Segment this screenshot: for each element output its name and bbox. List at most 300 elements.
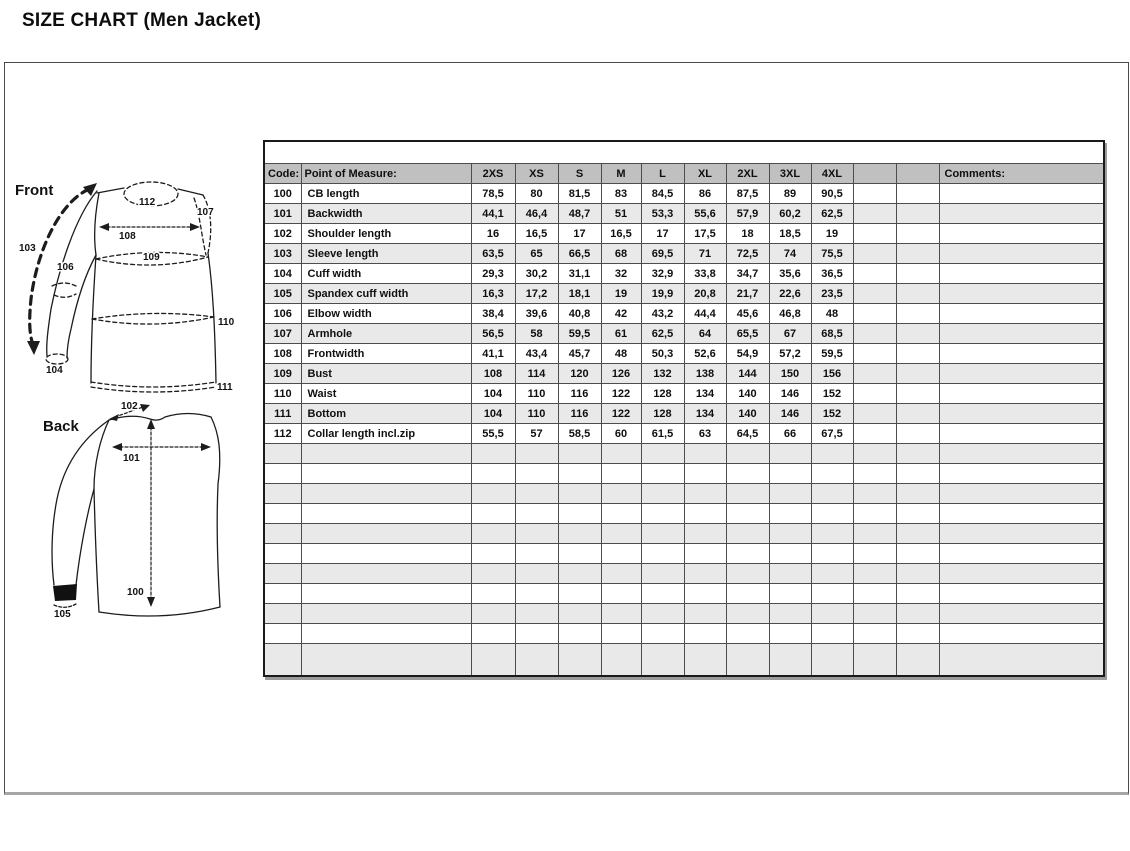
empty-cell — [471, 504, 515, 524]
empty-cell — [939, 484, 1104, 504]
extra-cell — [896, 324, 939, 344]
empty-cell — [641, 644, 684, 677]
extra-cell — [853, 384, 896, 404]
empty-cell — [471, 484, 515, 504]
empty-cell — [558, 624, 601, 644]
measure-label-cell: CB length — [301, 184, 471, 204]
size-value-cell: 42 — [601, 304, 641, 324]
empty-cell — [601, 524, 641, 544]
measure-code-cell: 109 — [264, 364, 301, 384]
measure-row — [264, 184, 1104, 204]
comment-cell — [939, 344, 1104, 364]
empty-cell — [726, 524, 769, 544]
extra-cell — [853, 344, 896, 364]
empty-cell — [601, 464, 641, 484]
empty-cell — [641, 444, 684, 464]
measure-row — [264, 244, 1104, 264]
measure-row — [264, 344, 1104, 364]
size-value-cell: 152 — [811, 384, 853, 404]
size-value-cell: 50,3 — [641, 344, 684, 364]
empty-cell — [853, 524, 896, 544]
empty-cell — [641, 544, 684, 564]
measure-label-cell: Armhole — [301, 324, 471, 344]
empty-cell — [939, 584, 1104, 604]
extra-cell — [853, 424, 896, 444]
size-value-cell: 64,5 — [726, 424, 769, 444]
empty-cell — [301, 544, 471, 564]
measure-code-cell: 111 — [264, 404, 301, 424]
size-value-cell: 19 — [811, 224, 853, 244]
empty-cell — [896, 504, 939, 524]
size-value-cell: 65 — [515, 244, 558, 264]
size-value-cell: 33,8 — [684, 264, 726, 284]
extra-column-header — [896, 164, 939, 184]
measure-row — [264, 324, 1104, 344]
empty-cell — [264, 644, 301, 677]
size-value-cell: 59,5 — [811, 344, 853, 364]
code-column-header: Code: — [264, 164, 301, 184]
size-value-cell: 48 — [601, 344, 641, 364]
front-elbow-code: 106 — [57, 262, 74, 273]
comment-cell — [939, 284, 1104, 304]
empty-cell — [811, 564, 853, 584]
extra-cell — [896, 344, 939, 364]
empty-cell — [301, 504, 471, 524]
empty-cell — [515, 604, 558, 624]
empty-cell — [558, 644, 601, 677]
garment-drawings — [7, 169, 259, 639]
empty-cell — [939, 524, 1104, 544]
empty-cell — [515, 584, 558, 604]
size-value-cell: 75,5 — [811, 244, 853, 264]
empty-cell — [939, 544, 1104, 564]
size-value-cell: 43,2 — [641, 304, 684, 324]
empty-cell — [684, 604, 726, 624]
size-value-cell: 17,5 — [684, 224, 726, 244]
size-value-cell: 45,7 — [558, 344, 601, 364]
size-value-cell: 55,5 — [471, 424, 515, 444]
size-value-cell: 57 — [515, 424, 558, 444]
empty-cell — [264, 544, 301, 564]
size-value-cell: 57,9 — [726, 204, 769, 224]
empty-cell — [601, 484, 641, 504]
pom-column-header: Point of Measure: — [301, 164, 471, 184]
empty-cell — [896, 524, 939, 544]
empty-cell — [558, 544, 601, 564]
size-value-cell: 55,6 — [684, 204, 726, 224]
front-frontwidth-code: 108 — [119, 231, 136, 242]
empty-cell — [769, 584, 811, 604]
extra-cell — [896, 244, 939, 264]
front-view-drawing — [15, 182, 235, 393]
size-value-cell: 80 — [515, 184, 558, 204]
size-value-cell: 144 — [726, 364, 769, 384]
size-value-cell: 34,7 — [726, 264, 769, 284]
empty-cell — [726, 504, 769, 524]
size-column-header: 4XL — [811, 164, 853, 184]
comment-cell — [939, 384, 1104, 404]
empty-cell — [769, 484, 811, 504]
extra-cell — [853, 304, 896, 324]
empty-cell — [471, 584, 515, 604]
empty-cell — [811, 444, 853, 464]
empty-cell — [558, 524, 601, 544]
empty-cell — [641, 504, 684, 524]
spacer-cell — [264, 141, 1104, 164]
size-chart-table — [263, 140, 1105, 677]
size-value-cell: 35,6 — [769, 264, 811, 284]
extra-cell — [896, 204, 939, 224]
front-armhole-code: 107 — [197, 207, 214, 218]
empty-cell — [301, 464, 471, 484]
size-value-cell: 110 — [515, 384, 558, 404]
size-value-cell: 87,5 — [726, 184, 769, 204]
empty-cell — [558, 564, 601, 584]
size-value-cell: 66,5 — [558, 244, 601, 264]
measure-row — [264, 284, 1104, 304]
measure-label-cell: Sleeve length — [301, 244, 471, 264]
extra-cell — [896, 424, 939, 444]
empty-cell — [264, 444, 301, 464]
empty-cell — [769, 624, 811, 644]
measure-row — [264, 264, 1104, 284]
empty-cell — [896, 444, 939, 464]
empty-cell — [471, 464, 515, 484]
measure-code-cell: 103 — [264, 244, 301, 264]
empty-cell — [301, 584, 471, 604]
size-value-cell: 30,2 — [515, 264, 558, 284]
empty-cell — [811, 644, 853, 677]
empty-cell — [641, 524, 684, 544]
empty-cell — [515, 524, 558, 544]
extra-cell — [853, 204, 896, 224]
size-column-header: 3XL — [769, 164, 811, 184]
empty-row — [264, 584, 1104, 604]
size-value-cell: 65,5 — [726, 324, 769, 344]
page-title: SIZE CHART (Men Jacket) — [22, 10, 261, 31]
comment-cell — [939, 324, 1104, 344]
empty-cell — [264, 584, 301, 604]
empty-cell — [769, 444, 811, 464]
measure-row — [264, 384, 1104, 404]
empty-row — [264, 644, 1104, 677]
size-value-cell: 18,5 — [769, 224, 811, 244]
empty-cell — [515, 504, 558, 524]
chart-frame — [4, 62, 1129, 795]
empty-cell — [896, 544, 939, 564]
size-value-cell: 16,3 — [471, 284, 515, 304]
back-view-label: Back — [43, 418, 79, 435]
empty-cell — [896, 484, 939, 504]
empty-cell — [301, 524, 471, 544]
empty-cell — [558, 464, 601, 484]
size-value-cell: 156 — [811, 364, 853, 384]
size-value-cell: 46,8 — [769, 304, 811, 324]
size-value-cell: 16 — [471, 224, 515, 244]
size-value-cell: 83 — [601, 184, 641, 204]
size-value-cell: 61 — [601, 324, 641, 344]
size-value-cell: 19 — [601, 284, 641, 304]
measure-label-cell: Bust — [301, 364, 471, 384]
extra-cell — [896, 184, 939, 204]
empty-cell — [684, 484, 726, 504]
empty-cell — [853, 624, 896, 644]
measure-label-cell: Collar length incl.zip — [301, 424, 471, 444]
empty-cell — [264, 604, 301, 624]
extra-cell — [896, 224, 939, 244]
size-value-cell: 67,5 — [811, 424, 853, 444]
empty-cell — [515, 624, 558, 644]
empty-cell — [811, 624, 853, 644]
size-column-header: S — [558, 164, 601, 184]
measure-code-cell: 108 — [264, 344, 301, 364]
size-value-cell: 67 — [769, 324, 811, 344]
measure-label-cell: Elbow width — [301, 304, 471, 324]
empty-cell — [939, 444, 1104, 464]
extra-cell — [853, 324, 896, 344]
comments-column-header: Comments: — [939, 164, 1104, 184]
size-value-cell: 18 — [726, 224, 769, 244]
empty-cell — [601, 624, 641, 644]
size-value-cell: 41,1 — [471, 344, 515, 364]
measure-row — [264, 204, 1104, 224]
size-value-cell: 16,5 — [601, 224, 641, 244]
empty-cell — [264, 524, 301, 544]
size-value-cell: 58 — [515, 324, 558, 344]
extra-cell — [853, 364, 896, 384]
size-value-cell: 150 — [769, 364, 811, 384]
empty-cell — [811, 544, 853, 564]
empty-cell — [264, 484, 301, 504]
empty-cell — [558, 604, 601, 624]
size-value-cell: 38,4 — [471, 304, 515, 324]
empty-row — [264, 504, 1104, 524]
size-value-cell: 114 — [515, 364, 558, 384]
size-value-cell: 18,1 — [558, 284, 601, 304]
empty-cell — [769, 644, 811, 677]
extra-cell — [853, 284, 896, 304]
size-value-cell: 60,2 — [769, 204, 811, 224]
empty-cell — [811, 504, 853, 524]
extra-cell — [896, 304, 939, 324]
empty-row — [264, 544, 1104, 564]
size-value-cell: 32 — [601, 264, 641, 284]
empty-cell — [939, 604, 1104, 624]
empty-cell — [769, 524, 811, 544]
size-value-cell: 51 — [601, 204, 641, 224]
empty-cell — [684, 564, 726, 584]
size-value-cell: 23,5 — [811, 284, 853, 304]
front-bottom-code: 111 — [217, 382, 233, 393]
size-value-cell: 110 — [515, 404, 558, 424]
size-value-cell: 39,6 — [515, 304, 558, 324]
empty-cell — [939, 464, 1104, 484]
size-value-cell: 146 — [769, 384, 811, 404]
size-value-cell: 120 — [558, 364, 601, 384]
size-value-cell: 54,9 — [726, 344, 769, 364]
size-value-cell: 17,2 — [515, 284, 558, 304]
size-value-cell: 86 — [684, 184, 726, 204]
size-value-cell: 74 — [769, 244, 811, 264]
size-value-cell: 53,3 — [641, 204, 684, 224]
empty-cell — [853, 564, 896, 584]
empty-cell — [769, 604, 811, 624]
size-value-cell: 132 — [641, 364, 684, 384]
size-value-cell: 61,5 — [641, 424, 684, 444]
comment-cell — [939, 404, 1104, 424]
empty-cell — [811, 584, 853, 604]
empty-cell — [301, 624, 471, 644]
size-value-cell: 108 — [471, 364, 515, 384]
size-value-cell: 84,5 — [641, 184, 684, 204]
table-header-row — [264, 164, 1104, 184]
empty-cell — [684, 464, 726, 484]
empty-cell — [301, 604, 471, 624]
extra-cell — [896, 364, 939, 384]
measure-code-cell: 112 — [264, 424, 301, 444]
size-value-cell: 62,5 — [811, 204, 853, 224]
empty-cell — [641, 604, 684, 624]
empty-cell — [811, 464, 853, 484]
size-value-cell: 78,5 — [471, 184, 515, 204]
size-value-cell: 138 — [684, 364, 726, 384]
extra-cell — [896, 284, 939, 304]
empty-cell — [896, 644, 939, 677]
size-value-cell: 104 — [471, 384, 515, 404]
empty-cell — [939, 624, 1104, 644]
empty-cell — [684, 504, 726, 524]
front-sleeve-length-code: 103 — [19, 243, 36, 254]
size-value-cell: 56,5 — [471, 324, 515, 344]
size-value-cell: 44,4 — [684, 304, 726, 324]
size-value-cell: 90,5 — [811, 184, 853, 204]
measure-code-cell: 107 — [264, 324, 301, 344]
empty-cell — [896, 624, 939, 644]
empty-cell — [853, 604, 896, 624]
size-value-cell: 128 — [641, 384, 684, 404]
empty-cell — [726, 644, 769, 677]
empty-cell — [471, 644, 515, 677]
empty-cell — [726, 624, 769, 644]
size-value-cell: 62,5 — [641, 324, 684, 344]
size-value-cell: 134 — [684, 404, 726, 424]
empty-row — [264, 524, 1104, 544]
measure-code-cell: 106 — [264, 304, 301, 324]
empty-cell — [896, 584, 939, 604]
size-value-cell: 122 — [601, 384, 641, 404]
size-value-cell: 68,5 — [811, 324, 853, 344]
empty-cell — [811, 604, 853, 624]
empty-cell — [726, 484, 769, 504]
empty-cell — [515, 444, 558, 464]
empty-cell — [726, 564, 769, 584]
measure-code-cell: 100 — [264, 184, 301, 204]
empty-row — [264, 604, 1104, 624]
size-value-cell: 17 — [641, 224, 684, 244]
empty-cell — [684, 644, 726, 677]
size-value-cell: 140 — [726, 404, 769, 424]
measure-row — [264, 224, 1104, 244]
empty-cell — [515, 544, 558, 564]
size-value-cell: 64 — [684, 324, 726, 344]
extra-cell — [896, 404, 939, 424]
empty-cell — [726, 584, 769, 604]
size-value-cell: 57,2 — [769, 344, 811, 364]
empty-cell — [811, 524, 853, 544]
front-bust-code: 109 — [143, 252, 160, 263]
size-value-cell: 22,6 — [769, 284, 811, 304]
empty-cell — [896, 564, 939, 584]
size-column-header: 2XL — [726, 164, 769, 184]
size-column-header: XS — [515, 164, 558, 184]
empty-cell — [471, 524, 515, 544]
empty-cell — [601, 564, 641, 584]
empty-cell — [515, 484, 558, 504]
size-value-cell: 59,5 — [558, 324, 601, 344]
size-value-cell: 71 — [684, 244, 726, 264]
empty-cell — [853, 584, 896, 604]
empty-cell — [684, 624, 726, 644]
size-value-cell: 104 — [471, 404, 515, 424]
measure-code-cell: 110 — [264, 384, 301, 404]
empty-cell — [726, 604, 769, 624]
size-value-cell: 17 — [558, 224, 601, 244]
comment-cell — [939, 364, 1104, 384]
spacer-row — [264, 141, 1104, 164]
measure-code-cell: 102 — [264, 224, 301, 244]
empty-cell — [811, 484, 853, 504]
size-value-cell: 32,9 — [641, 264, 684, 284]
empty-cell — [726, 464, 769, 484]
empty-cell — [641, 484, 684, 504]
empty-cell — [301, 564, 471, 584]
measure-label-cell: Waist — [301, 384, 471, 404]
empty-cell — [264, 504, 301, 524]
size-value-cell: 21,7 — [726, 284, 769, 304]
size-value-cell: 66 — [769, 424, 811, 444]
empty-cell — [769, 464, 811, 484]
empty-cell — [641, 464, 684, 484]
empty-cell — [471, 624, 515, 644]
comment-cell — [939, 424, 1104, 444]
empty-cell — [939, 564, 1104, 584]
empty-row — [264, 624, 1104, 644]
size-value-cell: 58,5 — [558, 424, 601, 444]
size-value-cell: 40,8 — [558, 304, 601, 324]
measure-row — [264, 304, 1104, 324]
empty-cell — [601, 504, 641, 524]
empty-cell — [641, 584, 684, 604]
size-value-cell: 16,5 — [515, 224, 558, 244]
size-value-cell: 116 — [558, 404, 601, 424]
empty-cell — [515, 464, 558, 484]
empty-cell — [853, 504, 896, 524]
back-view-drawing — [43, 401, 220, 620]
size-value-cell: 45,6 — [726, 304, 769, 324]
empty-cell — [558, 484, 601, 504]
empty-cell — [641, 624, 684, 644]
empty-row — [264, 484, 1104, 504]
empty-cell — [684, 544, 726, 564]
empty-cell — [601, 584, 641, 604]
empty-cell — [264, 564, 301, 584]
measure-label-cell: Frontwidth — [301, 344, 471, 364]
size-value-cell: 36,5 — [811, 264, 853, 284]
measure-row — [264, 364, 1104, 384]
empty-cell — [515, 644, 558, 677]
empty-cell — [601, 544, 641, 564]
front-collar-code: 112 — [139, 197, 156, 208]
